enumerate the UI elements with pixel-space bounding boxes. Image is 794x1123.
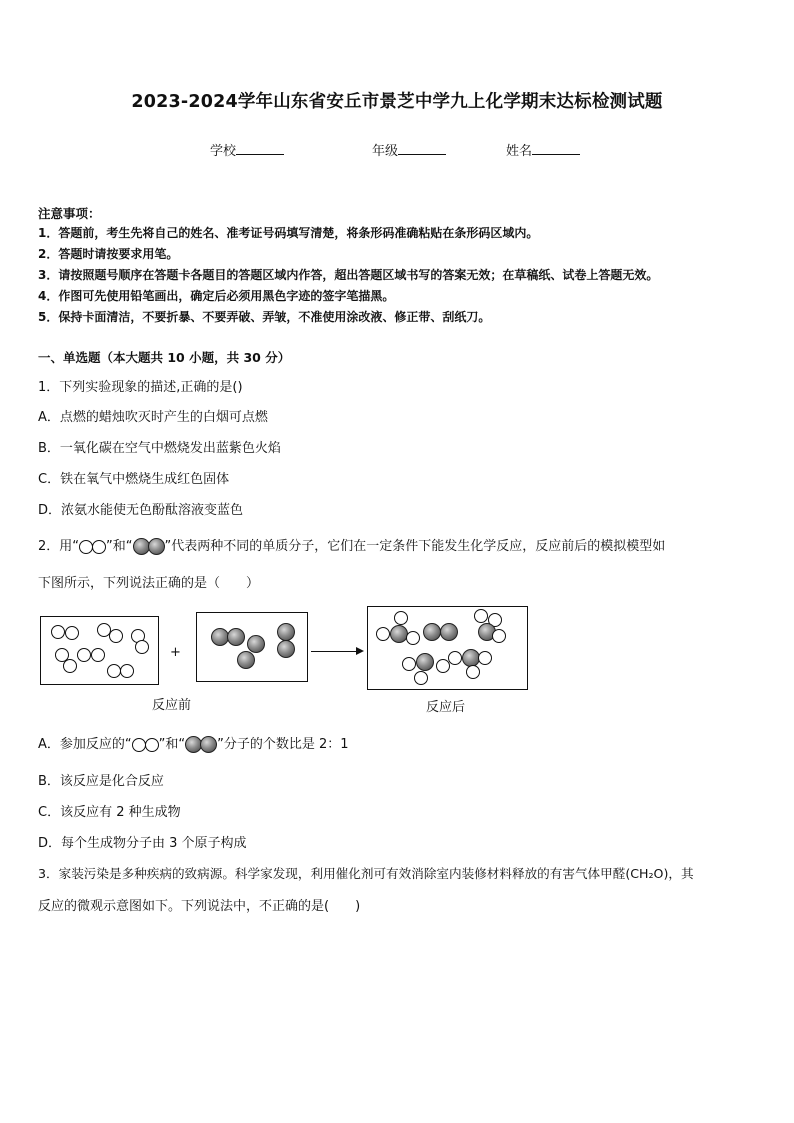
q1-option-c[interactable]: C．铁在氧气中燃烧生成红色固体 bbox=[38, 472, 230, 487]
grade-blank[interactable] bbox=[398, 142, 446, 155]
notes-heading: 注意事项： bbox=[38, 206, 101, 221]
dark-molecule-icon bbox=[133, 538, 165, 555]
reaction-arrow bbox=[311, 651, 359, 652]
q2-option-d[interactable]: D．每个生成物分子由 3 个原子构成 bbox=[38, 836, 247, 851]
caption-before: 反应前 bbox=[152, 698, 192, 713]
note-item: 2．答题时请按要求用笔。 bbox=[38, 247, 179, 261]
box-reactant-dark bbox=[196, 612, 308, 682]
note-item: 3．请按照题号顺序在答题卡各题目的答题区域内作答，超出答题区域书写的答案无效；在草稿纸、试卷上答题无效。 bbox=[38, 268, 659, 282]
q1-option-d[interactable]: D．浓氨水能使无色酚酞溶液变蓝色 bbox=[38, 503, 244, 518]
caption-after: 反应后 bbox=[426, 700, 466, 715]
name-blank[interactable] bbox=[532, 142, 580, 155]
note-item: 1．答题前，考生先将自己的姓名、准考证号码填写清楚，将条形码准确粘贴在条形码区域内。 bbox=[38, 226, 539, 240]
white-molecule-icon bbox=[79, 539, 106, 554]
box-reactant-white bbox=[40, 616, 159, 685]
arrow-head-icon bbox=[356, 647, 364, 655]
dark-molecule-icon bbox=[185, 736, 217, 753]
note-item: 5．保持卡面清洁，不要折暴、不要弄破、弄皱，不准使用涂改液、修正带、刮纸刀。 bbox=[38, 310, 491, 324]
q2-option-c[interactable]: C．该反应有 2 种生成物 bbox=[38, 805, 181, 820]
school-field: 学校 bbox=[210, 140, 284, 159]
grade-field: 年级 bbox=[372, 140, 446, 159]
question-1-stem: 1．下列实验现象的描述,正确的是() bbox=[38, 380, 243, 395]
plus-sign: + bbox=[170, 645, 181, 660]
question-3-stem-line2: 反应的微观示意图如下。下列说法中，不正确的是( ) bbox=[38, 899, 361, 914]
section-heading: 一、单选题（本大题共 10 小题，共 30 分） bbox=[38, 350, 291, 365]
page-title: 2023-2024学年山东省安丘市景芝中学九上化学期末达标检测试题 bbox=[131, 92, 663, 112]
q2-option-b[interactable]: B．该反应是化合反应 bbox=[38, 774, 164, 789]
question-2-stem-line2: 下图所示，下列说法正确的是（ ） bbox=[38, 576, 260, 591]
q2-option-a[interactable]: A．参加反应的“ ”和“ ”分子的个数比是 2：1 bbox=[38, 737, 349, 752]
white-molecule-icon bbox=[132, 737, 159, 752]
box-product bbox=[367, 606, 528, 690]
question-2-stem: 2．用“ ”和“ ”代表两种不同的单质分子，它们在一定条件下能发生化学反应，反应前后的模拟模型如 bbox=[38, 539, 666, 554]
name-field: 姓名 bbox=[506, 140, 580, 159]
q1-option-b[interactable]: B．一氧化碳在空气中燃烧发出蓝紫色火焰 bbox=[38, 441, 281, 456]
q1-option-a[interactable]: A．点燃的蜡烛吹灭时产生的白烟可点燃 bbox=[38, 410, 268, 425]
question-3-stem: 3．家装污染是多种疾病的致病源。科学家发现，利用催化剂可有效消除室内装修材料释放的有害气体甲醛(CH₂O)，其 bbox=[38, 866, 694, 881]
note-item: 4．作图可先使用铅笔画出，确定后必须用黑色字迹的签字笔描黑。 bbox=[38, 289, 395, 303]
school-blank[interactable] bbox=[236, 142, 284, 155]
